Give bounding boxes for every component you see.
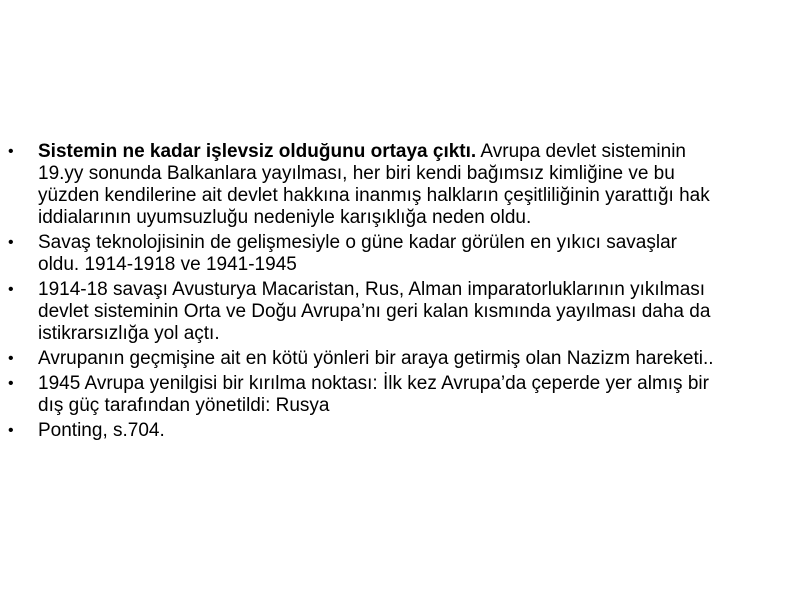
bullet-item	[0, 141, 800, 229]
bullet-marker: •	[8, 375, 14, 392]
bullet-item	[0, 420, 800, 442]
bullet-item	[0, 279, 800, 345]
bullet-bold-lead: Sistemin ne kadar işlevsiz olduğunu ortaya çıktı.	[38, 141, 477, 162]
bullet-text: Savaş teknolojisinin de gelişmesiyle o güne kadar görülen en yıkıcı savaşlar oldu. 1914-1918 ve 1941-1945	[38, 232, 677, 275]
bullet-text: Avrupanın geçmişine ait en kötü yönleri bir araya getirmiş olan Nazizm hareketi..	[38, 348, 714, 369]
bullet-item	[0, 348, 800, 370]
bullet-marker: •	[8, 234, 14, 251]
bullet-text: 1945 Avrupa yenilgisi bir kırılma noktası: İlk kez Avrupa’da çeperde yer almış bir dış güç tarafından yönetildi: Rusya	[38, 373, 709, 416]
bullet-marker: •	[8, 422, 14, 439]
bullet-item	[0, 232, 800, 276]
bullet-marker: •	[8, 350, 14, 367]
bullet-marker: •	[8, 281, 14, 298]
bullet-text: Ponting, s.704.	[38, 420, 165, 441]
bullet-marker: •	[8, 143, 14, 160]
bullet-item	[0, 373, 800, 417]
bullet-text: 1914-18 savaşı Avusturya Macaristan, Rus, Alman imparatorluklarının yıkılması devlet sisteminin Orta ve Doğu Avrupa’nı geri kalan kısmında yayılması daha da istikrarsızlığa yol açtı.	[38, 279, 711, 344]
bullet-text: Avrupa devlet sisteminin 19.yy sonunda Balkanlara yayılması, her biri kendi bağımsız kimliğine ve bu yüzden kendilerine ait devlet hakkına inanmış halkların çeşitliliğinin yarattığı hak iddialarının uyumsuzluğu nedeniyle karışıklığa neden oldu.	[38, 141, 710, 228]
bullet-list	[0, 141, 800, 445]
